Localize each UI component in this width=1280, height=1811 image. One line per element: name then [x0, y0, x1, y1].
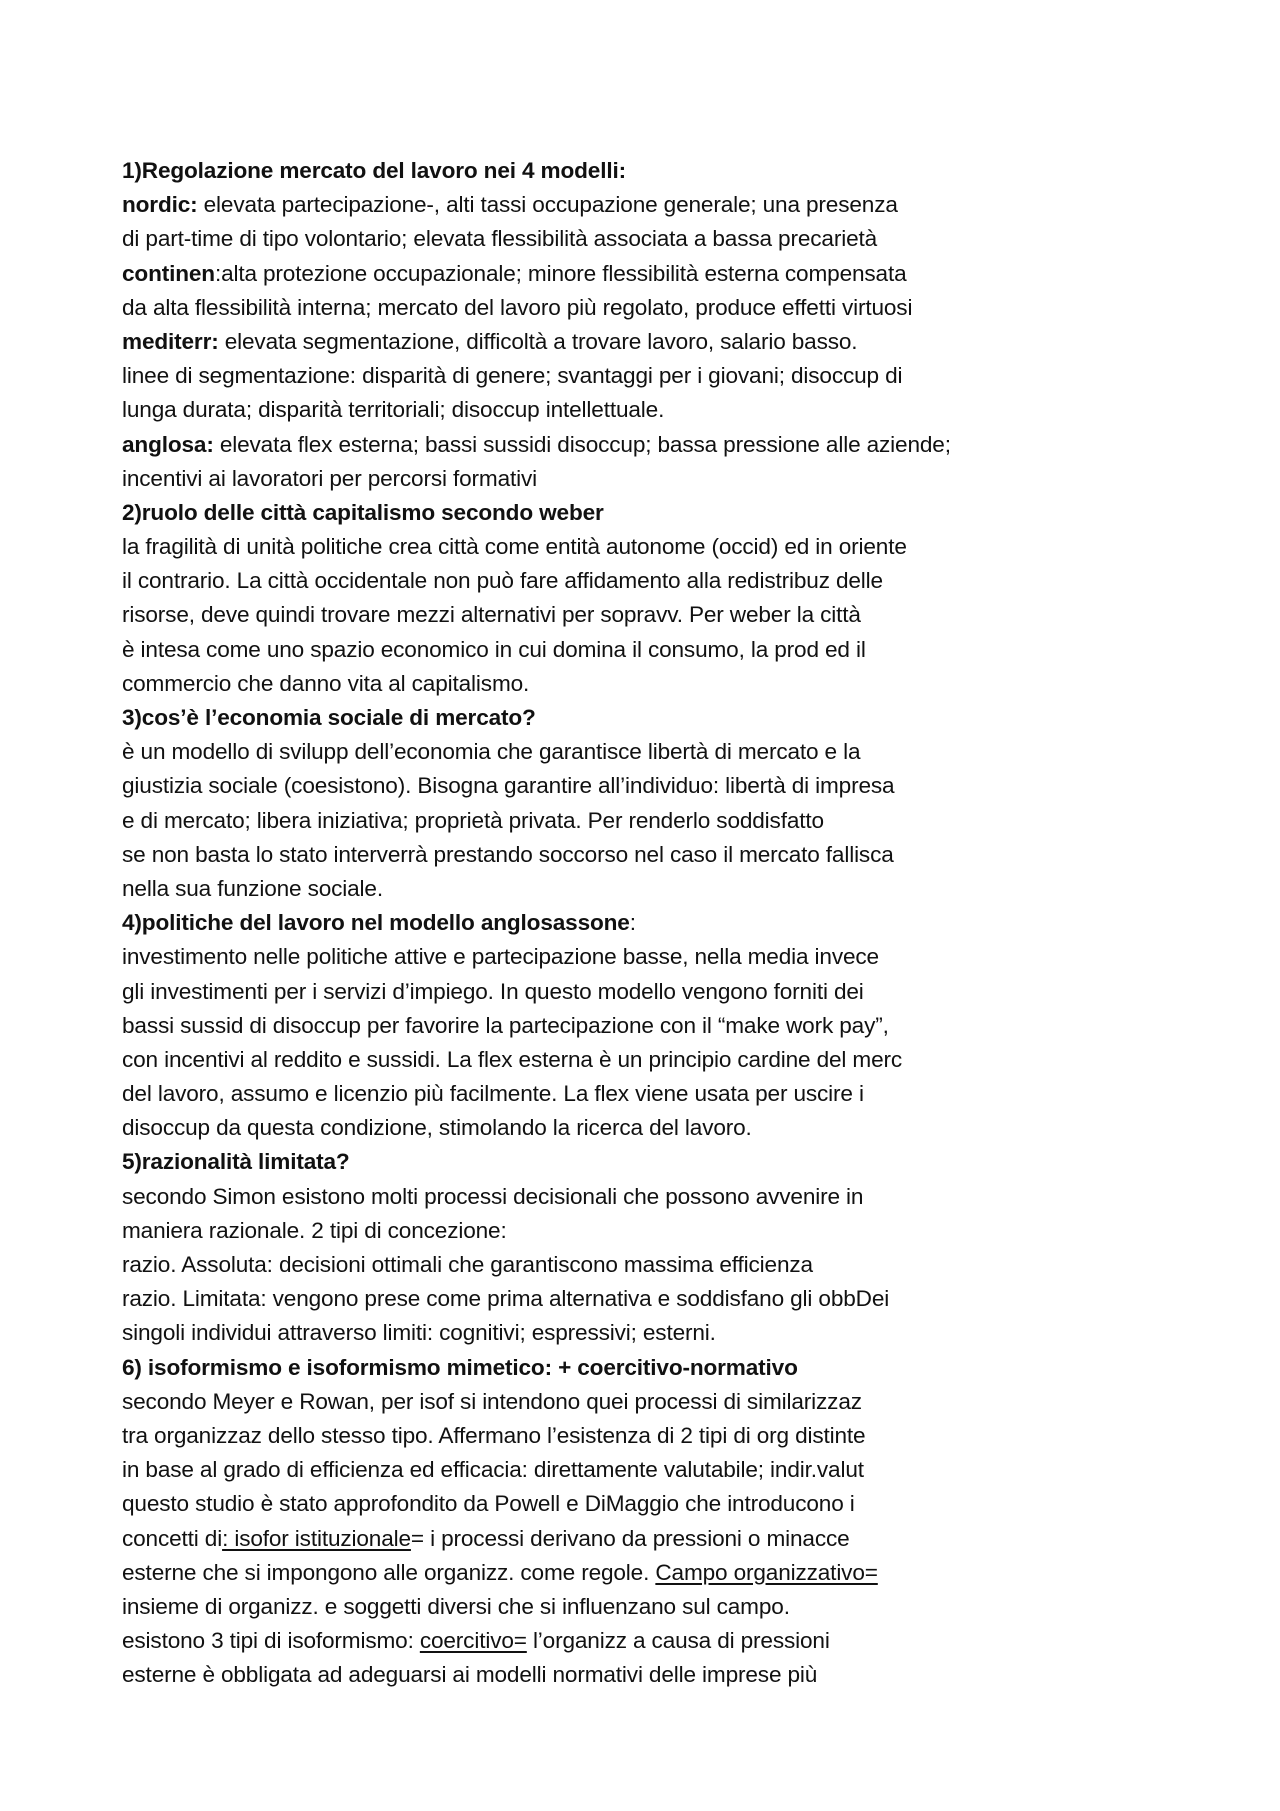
text-segment: secondo Simon esistono molti processi decisionali che possono avvenire in [122, 1183, 864, 1209]
text-segment: del lavoro, assumo e licenzio più facilmente. La flex viene usata per uscire i [122, 1081, 864, 1107]
text-segment: se non basta lo stato interverrà prestando soccorso nel caso il mercato fallisca [122, 841, 894, 867]
text-line [122, 633, 1182, 667]
text-line [122, 1487, 1182, 1521]
text-segment: l’organizz a causa di pressioni [526, 1628, 830, 1654]
text-line [122, 564, 1182, 598]
text-segment: tra organizzaz dello stesso tipo. Affermano l’esistenza di 2 tipi di org distinte [122, 1422, 866, 1448]
text-segment: elevata segmentazione, difficoltà a trovare lavoro, salario basso. [218, 328, 858, 354]
text-segment: insieme di organizz. e soggetti diversi che si influenzano sul campo. [122, 1593, 790, 1619]
text-line [122, 1453, 1182, 1487]
text-segment: linee di segmentazione: disparità di genere; svantaggi per i giovani; disoccup di [122, 363, 903, 389]
text-segment: da alta flessibilità interna; mercato del lavoro più regolato, produce effetti virtuosi [122, 294, 913, 320]
text-segment: lunga durata; disparità territoriali; disoccup intellettuale. [122, 397, 665, 423]
text-line [122, 1248, 1182, 1282]
text-segment: la fragilità di unità politiche crea città come entità autonome (occid) ed in oriente [122, 534, 907, 560]
text-line [122, 598, 1182, 632]
text-segment: giustizia sociale (coesistono). Bisogna garantire all’individuo: libertà di impresa [122, 773, 895, 799]
text-line [122, 257, 1182, 291]
text-line [122, 393, 1182, 427]
text-line [122, 530, 1182, 564]
text-line [122, 906, 1182, 940]
text-line [122, 1419, 1182, 1453]
text-line [122, 325, 1182, 359]
text-line [122, 222, 1182, 256]
text-line [122, 701, 1182, 735]
text-line [122, 1590, 1182, 1624]
text-line [122, 838, 1182, 872]
text-segment: maniera razionale. 2 tipi di concezione: [122, 1217, 507, 1243]
text-segment: e di mercato; libera iniziativa; proprietà privata. Per renderlo soddisfatto [122, 807, 824, 833]
text-segment: :alta protezione occupazionale; minore flessibilità esterna compensata [214, 260, 907, 286]
text-segment: esterne è obbligata ad adeguarsi ai modelli normativi delle imprese più [122, 1662, 818, 1688]
underlined-text-segment: : isofor istituzionale [222, 1525, 411, 1551]
text-line [122, 359, 1182, 393]
text-line [122, 1556, 1182, 1590]
text-segment: questo studio è stato approfondito da Powell e DiMaggio che introducono i [122, 1491, 855, 1517]
text-segment: il contrario. La città occidentale non può fare affidamento alla redistribuz delle [122, 568, 883, 594]
text-line [122, 1351, 1182, 1385]
text-line [122, 940, 1182, 974]
text-segment: elevata flex esterna; bassi sussidi disoccup; bassa pressione alle aziende; [213, 431, 951, 457]
text-line [122, 1658, 1182, 1692]
text-line [122, 1214, 1182, 1248]
text-segment: = i processi derivano da pressioni o minacce [410, 1525, 850, 1551]
text-segment: singoli individui attraverso limiti: cognitivi; espressivi; esterni. [122, 1320, 716, 1346]
text-segment: in base al grado di efficienza ed efficacia: direttamente valutabile; indir.valut [122, 1457, 864, 1483]
text-line [122, 1522, 1182, 1556]
text-segment: investimento nelle politiche attive e partecipazione basse, nella media invece [122, 944, 879, 970]
text-segment: secondo Meyer e Rowan, per isof si intendono quei processi di similarizzaz [122, 1388, 862, 1414]
bold-text-segment: 1)Regolazione mercato del lavoro nei 4 modelli: [122, 158, 626, 183]
text-segment: esistono 3 tipi di isoformismo: [122, 1628, 420, 1654]
text-line [122, 1111, 1182, 1145]
text-segment: : [629, 910, 636, 936]
text-segment: razio. Limitata: vengono prese come prima alternativa e soddisfano gli obbDei [122, 1286, 890, 1312]
text-segment: razio. Assoluta: decisioni ottimali che garantiscono massima efficienza [122, 1252, 813, 1277]
text-segment: con incentivi al reddito e sussidi. La flex esterna è un principio cardine del merc [122, 1046, 903, 1072]
text-segment: disoccup da questa condizione, stimolando la ricerca del lavoro. [122, 1115, 752, 1141]
text-segment: esterne che si impongono alle organizz. come regole. [122, 1559, 656, 1585]
text-line [122, 1180, 1182, 1214]
text-line [122, 496, 1182, 530]
bold-text-segment: 6) isoformismo e isoformismo mimetico: + coercitivo-normativo [122, 1354, 798, 1380]
text-segment: incentivi ai lavoratori per percorsi formativi [122, 465, 538, 491]
text-line [122, 804, 1182, 838]
text-line [122, 154, 1182, 188]
text-line [122, 1624, 1182, 1658]
text-line [122, 1145, 1182, 1179]
bold-text-segment: 4)politiche del lavoro nel modello anglosassone [122, 910, 630, 936]
text-line [122, 872, 1182, 906]
text-line [122, 1282, 1182, 1316]
text-segment: bassi sussid di disoccup per favorire la partecipazione con il “make work pay”, [122, 1012, 889, 1038]
text-line [122, 1009, 1182, 1043]
text-line [122, 735, 1182, 769]
text-segment: concetti di [122, 1525, 223, 1551]
text-segment: è intesa come uno spazio economico in cui domina il consumo, la prod ed il [122, 636, 866, 662]
text-line [122, 975, 1182, 1009]
text-segment: gli investimenti per i servizi d’impiego. In questo modello vengono forniti dei [122, 978, 864, 1004]
bold-text-segment: nordic: [122, 192, 198, 218]
text-segment: commercio che danno vita al capitalismo. [122, 670, 530, 696]
text-line [122, 1043, 1182, 1077]
text-line [122, 291, 1182, 325]
text-line [122, 462, 1182, 496]
text-line [122, 188, 1182, 222]
text-segment: elevata partecipazione-, alti tassi occupazione generale; una presenza [197, 192, 898, 218]
document-body [122, 154, 1182, 1692]
text-line [122, 1316, 1182, 1350]
text-line [122, 1385, 1182, 1419]
bold-text-segment: 5)razionalità limitata? [122, 1149, 350, 1175]
bold-text-segment: 3)cos’è l’economia sociale di mercato? [122, 705, 536, 730]
text-segment: risorse, deve quindi trovare mezzi alternativi per sopravv. Per weber la città [122, 602, 861, 628]
bold-text-segment: 2)ruolo delle città capitalismo secondo weber [122, 499, 604, 525]
text-line [122, 1077, 1182, 1111]
text-segment: è un modello di svilupp dell’economia che garantisce libertà di mercato e la [122, 739, 861, 765]
text-line [122, 769, 1182, 803]
underlined-text-segment: Campo organizzativo= [655, 1559, 878, 1585]
text-segment: di part-time di tipo volontario; elevata flessibilità associata a bassa precarietà [122, 226, 878, 252]
underlined-text-segment: coercitivo= [419, 1628, 527, 1654]
bold-text-segment: continen [122, 260, 215, 286]
text-line [122, 428, 1182, 462]
bold-text-segment: anglosa: [122, 431, 214, 457]
text-line [122, 667, 1182, 701]
text-segment: nella sua funzione sociale. [122, 875, 383, 901]
bold-text-segment: mediterr: [122, 328, 219, 354]
